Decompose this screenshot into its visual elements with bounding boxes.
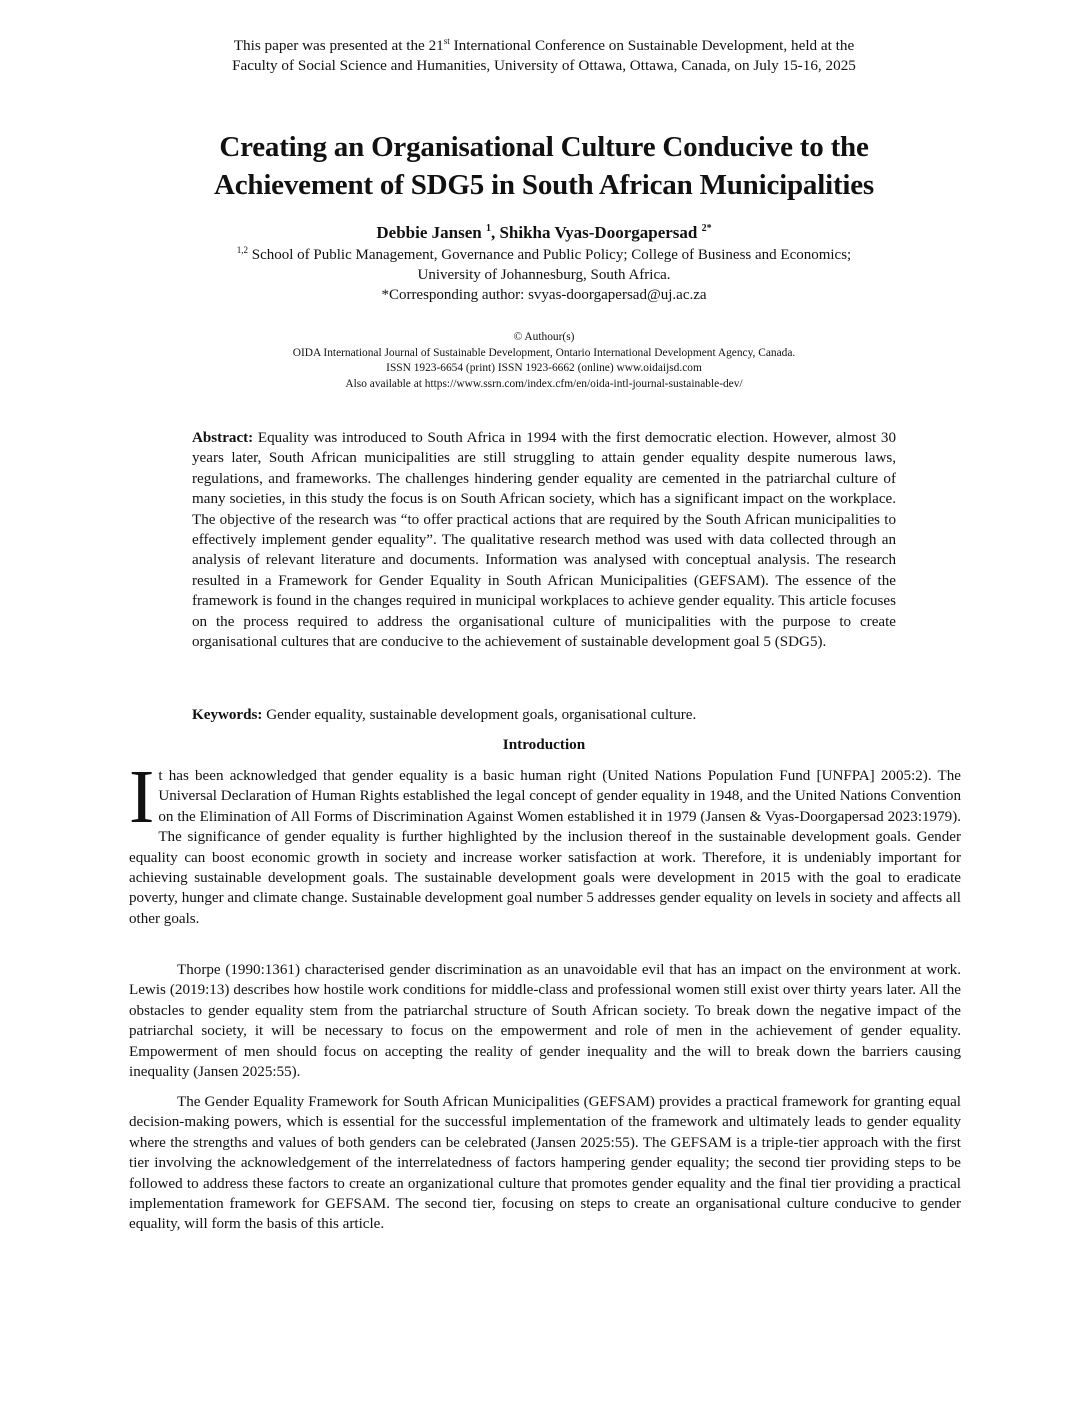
paragraph-text: t has been acknowledged that gender equality is a basic human right (United Nations Population Fund [UNFPA] 2005:2). The Universal Declaration of Human Rights established the legal concept of gender equality in 1948, and the United Nations Convention on the Elimination of All Forms of Discrimination Against Women established it in 1979 (Jansen & Vyas-Doorgapersad 2023:1979). The significance of gender equality is further highlighted by the inclusion thereof in the sustainable development goals. Gender equality can boost economic growth in society and increase worker satisfaction at work. Therefore, it is undeniably important for achieving sustainable development goals. The sustainable development goals were development in 2015 with the goal to eradicate poverty, hunger and climate change. Sustainable development goal number 5 addresses gender equality on levels in society and affects all other goals.	[129, 768, 961, 927]
section-heading-introduction: Introduction	[502, 736, 586, 753]
author-affiliation-mark: 1	[485, 223, 491, 234]
corresponding-author: *Corresponding author: svyas-doorgapersad@uj.ac.za	[381, 287, 707, 303]
intro-paragraph-2: Thorpe (1990:1361) characterised gender discrimination as an unavoidable evil that has an impact on the environment at work. Lewis (2019:13) describes how hostile work conditions for middle-class and professional women still exist over thirty years later. All the obstacles to gender equality stem from the patriarchal structure of South African society. To break down the negative impact of the patriarchal society, it will be necessary to focus on the empowerment and role of men in the achievement of gender equality. Empowerment of men should focus on accepting the reality of gender inequality and the will to break down the barriers causing inequality (Jansen 2025:55).	[129, 962, 961, 1081]
affiliation-line-2: University of Johannesburg, South Africa.	[417, 267, 671, 283]
author-name: Shikha Vyas-Doorgapersad	[499, 223, 698, 242]
conference-note	[0, 36, 1088, 76]
affiliation-line-1: $^{1,2}$ School of Public Management, Governance and Public Policy; College of Business and Economics;	[236, 245, 852, 263]
publication-info	[0, 330, 1088, 392]
conference-note-line2: Faculty of Social Science and Humanities, University of Ottawa, Ottawa, Canada, on July 15-16, 2025	[232, 57, 856, 74]
abstract	[192, 428, 896, 652]
keywords-text: Gender equality, sustainable development goals, organisational culture.	[262, 707, 697, 723]
title-line-2: Achievement of SDG5 in South African Municipalities	[213, 169, 875, 201]
issn-line: ISSN 1923-6654 (print) ISSN 1923-6662 (online) www.oidaijsd.com	[386, 362, 702, 374]
journal-name: OIDA International Journal of Sustainable Development, Ontario International Development Agency, Canada.	[292, 346, 796, 359]
drop-cap: I	[129, 755, 155, 839]
keywords	[192, 705, 896, 725]
author-list: Debbie Jansen $^1$, Shikha Vyas-Doorgapersad $^{2*}$	[376, 223, 712, 242]
conference-note-line1: This paper was presented at the 21st International Conference on Sustainable Development, held at the	[233, 36, 855, 54]
copyright-notice: © Authour(s)	[513, 331, 575, 343]
paper-title	[0, 128, 1088, 204]
title-line-1: Creating an Organisational Culture Conducive to the	[219, 131, 869, 163]
abstract-label: Abstract:	[192, 430, 254, 446]
affiliation-block	[0, 245, 1088, 305]
keywords-label: Keywords:	[192, 707, 263, 723]
availability-link[interactable]: Also available at https://www.ssrn.com/index.cfm/en/oida-intl-journal-sustainable-dev/	[345, 377, 743, 390]
author-name: Debbie Jansen	[376, 223, 482, 242]
intro-paragraph-3: The Gender Equality Framework for South African Municipalities (GEFSAM) provides a practical framework for granting equal decision-making powers, which is essential for the successful implementation of the framework and ultimately leads to gender equality where the strengths and values of both genders can be celebrated (Jansen 2025:55). The GEFSAM is a triple-tier approach with the first tier involving the acknowledgement of the interrelatedness of factors hampering gender equality; the second tier providing steps to be followed to address these factors to create an organizational culture that promotes gender equality and the final tier providing a practical implementation framework for GEFSAM. The second tier, focusing on steps to create an organisational culture conducive to gender equality, will form the basis of this article.	[129, 1094, 961, 1233]
author-affiliation-mark: 2*	[701, 223, 712, 234]
intro-paragraph-1	[129, 755, 961, 929]
abstract-text: Equality was introduced to South Africa in 1994 with the first democratic election. However, almost 30 years later, South African municipalities are still struggling to attain gender equality despite numerous laws, regulations, and frameworks. The challenges hindering gender equality are cemented in the patriarchal culture of many societies, in this study the focus is on South African society, which has a significant impact on the workplace. The objective of the research was “to offer practical actions that are required by the South African municipalities to effectively implement gender equality”. The qualitative research method was used with data collected through an analysis of relevant literature and documents. Information was analysed with conceptual analysis. The research resulted in a Framework for Gender Equality in South African Municipalities (GEFSAM). The essence of the framework is found in the changes required in municipal workplaces to achieve gender equality. This article focuses on the process required to address the organisational culture of municipalities with the purpose to create organisational cultures that are conducive to the achievement of sustainable development goal 5 (SDG5).	[192, 430, 896, 651]
